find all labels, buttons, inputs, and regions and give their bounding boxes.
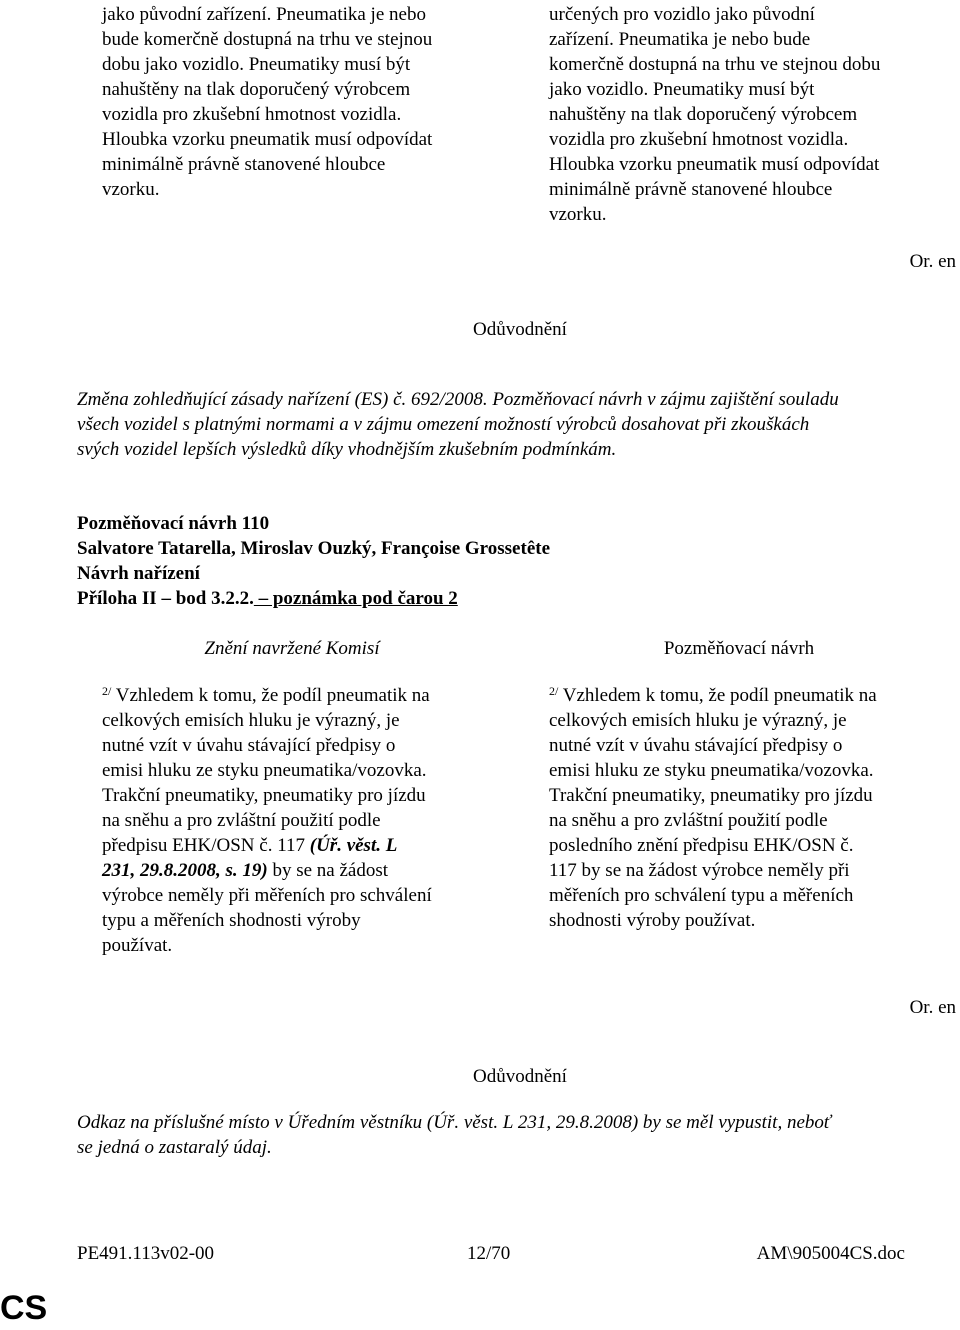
text-line: nahuštěny na tlak doporučený výrobcem — [102, 79, 411, 100]
text-line: 231, 29.8.2008, s. 19) by se na žádost — [102, 860, 389, 881]
text-line: Změna zohledňující zásady nařízení (ES) č. 692/2008. Pozměňovací návrh v zájmu zajištění souladu — [77, 389, 839, 410]
text-line: emisi hluku ze styku pneumatika/vozovka. — [549, 760, 874, 781]
text-line: $^{2/}$ Vzhledem k tomu, že podíl pneumatik na — [102, 684, 430, 706]
text-line: Trakční pneumatiky, pneumatiky pro jízdu — [549, 785, 873, 806]
text-line: Hloubka vzorku pneumatik musí odpovídat — [549, 154, 880, 175]
text-line: dobu jako vozidlo. Pneumatiky musí být — [102, 54, 411, 75]
justification-heading: Odůvodnění — [473, 1066, 567, 1087]
original-language-note: Or. en — [909, 997, 956, 1018]
text-line: Odkaz na příslušné místo v Úředním věstníku (Úř. věst. L 231, 29.8.2008) by se měl vypustit, neboť — [77, 1112, 831, 1133]
text-line: předpisu EHK/OSN č. 117 (Úř. věst. L — [102, 835, 398, 856]
text-line: určených pro vozidlo jako původní — [549, 4, 815, 25]
text-line: minimálně právně stanovené hloubce — [102, 154, 386, 175]
text-line: Hloubka vzorku pneumatik musí odpovídat — [102, 129, 433, 150]
commission-text-column — [102, 683, 432, 958]
justification-text — [77, 1110, 831, 1160]
text-line: komerčně dostupná na trhu ve stejnou dobu — [549, 54, 881, 75]
justification-text — [77, 387, 839, 462]
footer-page-number: 12/70 — [467, 1243, 511, 1264]
text-line: $^{2/}$ Vzhledem k tomu, že podíl pneumatik na — [549, 684, 877, 706]
language-code: CS — [0, 1289, 48, 1327]
text-line: emisi hluku ze styku pneumatika/vozovka. — [102, 760, 427, 781]
column-header-commission: Znění navržené Komisí — [204, 638, 380, 659]
text-line: vozidla pro zkušební hmotnost vozidla. — [549, 129, 849, 150]
text-line: nutné vzít v úvahu stávající předpisy o — [549, 735, 843, 756]
text-line: jako původní zařízení. Pneumatika je nebo — [102, 4, 426, 25]
footnote-marker: 2/ — [102, 684, 112, 698]
justification-heading: Odůvodnění — [473, 319, 567, 340]
amendment-authors: Salvatore Tatarella, Miroslav Ouzký, Françoise Grossetête — [77, 538, 551, 559]
text-line: měřeních pro schválení typu a měřeních — [549, 885, 854, 906]
reference-text: Příloha II – bod 3.2.2. — [77, 588, 254, 609]
footer-doc-id: PE491.113v02-00 — [77, 1243, 215, 1264]
deleted-text: 231, 29.8.2008, s. 19) — [102, 860, 268, 881]
text-line: celkových emisích hluku je výrazný, je — [549, 710, 847, 731]
amendment-reference — [77, 586, 550, 611]
text-line: svých vozidel lepších výsledků díky vhodnějším zkušebním podmínkám. — [77, 439, 617, 460]
amendment-title: Pozměňovací návrh 110 — [77, 513, 270, 534]
text-line: minimálně právně stanovené hloubce — [549, 179, 833, 200]
text-line: celkových emisích hluku je výrazný, je — [102, 710, 400, 731]
deleted-text: (Úř. věst. L — [309, 835, 398, 856]
text-line: vzorku. — [549, 204, 607, 225]
original-language-note: Or. en — [909, 251, 956, 272]
text-line: používat. — [102, 935, 173, 956]
text-line: jako vozidlo. Pneumatiky musí být — [549, 79, 815, 100]
amendment-text-column — [549, 683, 877, 933]
top-right-column — [549, 2, 880, 227]
text-line: zařízení. Pneumatika je nebo bude — [549, 29, 811, 50]
text-line: vozidla pro zkušební hmotnost vozidla. — [102, 104, 402, 125]
reference-underlined: – poznámka pod čarou 2 — [253, 588, 458, 609]
text-line: shodnosti výroby používat. — [549, 910, 756, 931]
text-line: bude komerčně dostupná na trhu ve stejnou — [102, 29, 433, 50]
text-line: 117 by se na žádost výrobce neměly při — [549, 860, 850, 881]
text-line: Trakční pneumatiky, pneumatiky pro jízdu — [102, 785, 426, 806]
text-line: na sněhu a pro zvláštní použití podle — [549, 810, 828, 831]
footnote-marker: 2/ — [549, 684, 559, 698]
text-line: nahuštěny na tlak doporučený výrobcem — [549, 104, 858, 125]
text-line: typu a měřeních shodnosti výroby — [102, 910, 361, 931]
text-line: všech vozidel s platnými normami a v zájmu omezení možností výrobců dosahovat při zkouškách — [77, 414, 810, 435]
top-left-column — [102, 2, 432, 202]
text-line: nutné vzít v úvahu stávající předpisy o — [102, 735, 396, 756]
amendment-proposal: Návrh nařízení — [77, 563, 200, 584]
text-line: posledního znění předpisu EHK/OSN č. — [549, 835, 854, 856]
text-line: výrobce neměly při měřeních pro schválení — [102, 885, 432, 906]
column-header-amendment: Pozměňovací návrh — [663, 638, 815, 659]
amendment-header — [77, 511, 550, 611]
text-line: se jedná o zastaralý údaj. — [77, 1137, 272, 1158]
text-line: na sněhu a pro zvláštní použití podle — [102, 810, 381, 831]
text-line: vzorku. — [102, 179, 160, 200]
footer-file-name: AM\905004CS.doc — [756, 1243, 905, 1264]
